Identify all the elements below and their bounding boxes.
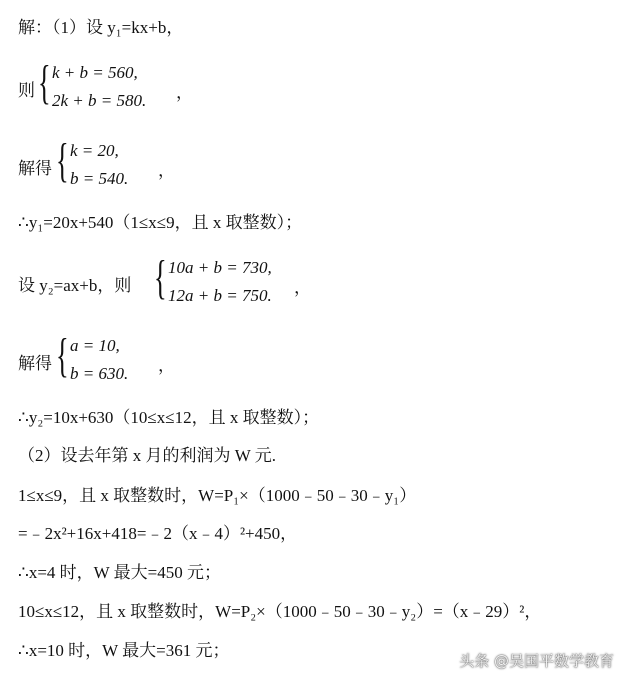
system-equation-2: 2k + b = 580. [52, 91, 147, 110]
y2-result-line: ∴y₂=10x+630（10≤x≤12，且 x 取整数）； [18, 408, 320, 427]
system-equation-1: k = 20, [70, 141, 119, 160]
solution-part2-intro: （2）设去年第 x 月的利润为 W 元. [18, 446, 276, 465]
profit-case2-line: 10≤x≤12，且 x 取整数时，W=P₂×（1000﹣50﹣30﹣y₂）=（x﹣29）²， [18, 602, 542, 621]
system-tail: ， [176, 83, 193, 102]
profit-case1-max: ∴x=4 时，W 最大=450 元； [18, 563, 221, 582]
profit-case2-max: ∴x=10 时，W 最大=361 元； [18, 641, 230, 660]
system-prefix: 设 y₂=ax+b，则 [18, 276, 132, 295]
system-equation-2: b = 540. [70, 169, 129, 188]
system-prefix: 则 [18, 81, 35, 100]
system-equation-2: 12a + b = 750. [168, 286, 272, 305]
left-brace-icon: { [56, 134, 69, 187]
system-tail: ， [158, 161, 175, 180]
left-brace-icon: { [154, 251, 167, 304]
system-tail: ， [294, 278, 311, 297]
solution-part1-intro: 解：（1）设 y₁=kx+b， [18, 18, 184, 37]
left-brace-icon: { [38, 56, 51, 109]
profit-case1-line: 1≤x≤9，且 x 取整数时，W=P₁×（1000﹣50﹣30﹣y₁） [18, 486, 417, 505]
system-equation-1: k + b = 560, [52, 63, 138, 82]
profit-case1-expansion: =﹣2x²+16x+418=﹣2（x﹣4）²+450， [18, 524, 298, 543]
system-equation-2: b = 630. [70, 364, 129, 383]
system-tail: ， [158, 356, 175, 375]
left-brace-icon: { [56, 329, 69, 382]
system-prefix: 解得 [18, 354, 52, 373]
y1-result-line: ∴y₁=20x+540（1≤x≤9，且 x 取整数）； [18, 213, 303, 232]
system-equation-1: 10a + b = 730, [168, 258, 272, 277]
watermark: 头条 @吴国平数学教育 [459, 652, 614, 670]
system-equation-1: a = 10, [70, 336, 120, 355]
system-prefix: 解得 [18, 159, 52, 178]
